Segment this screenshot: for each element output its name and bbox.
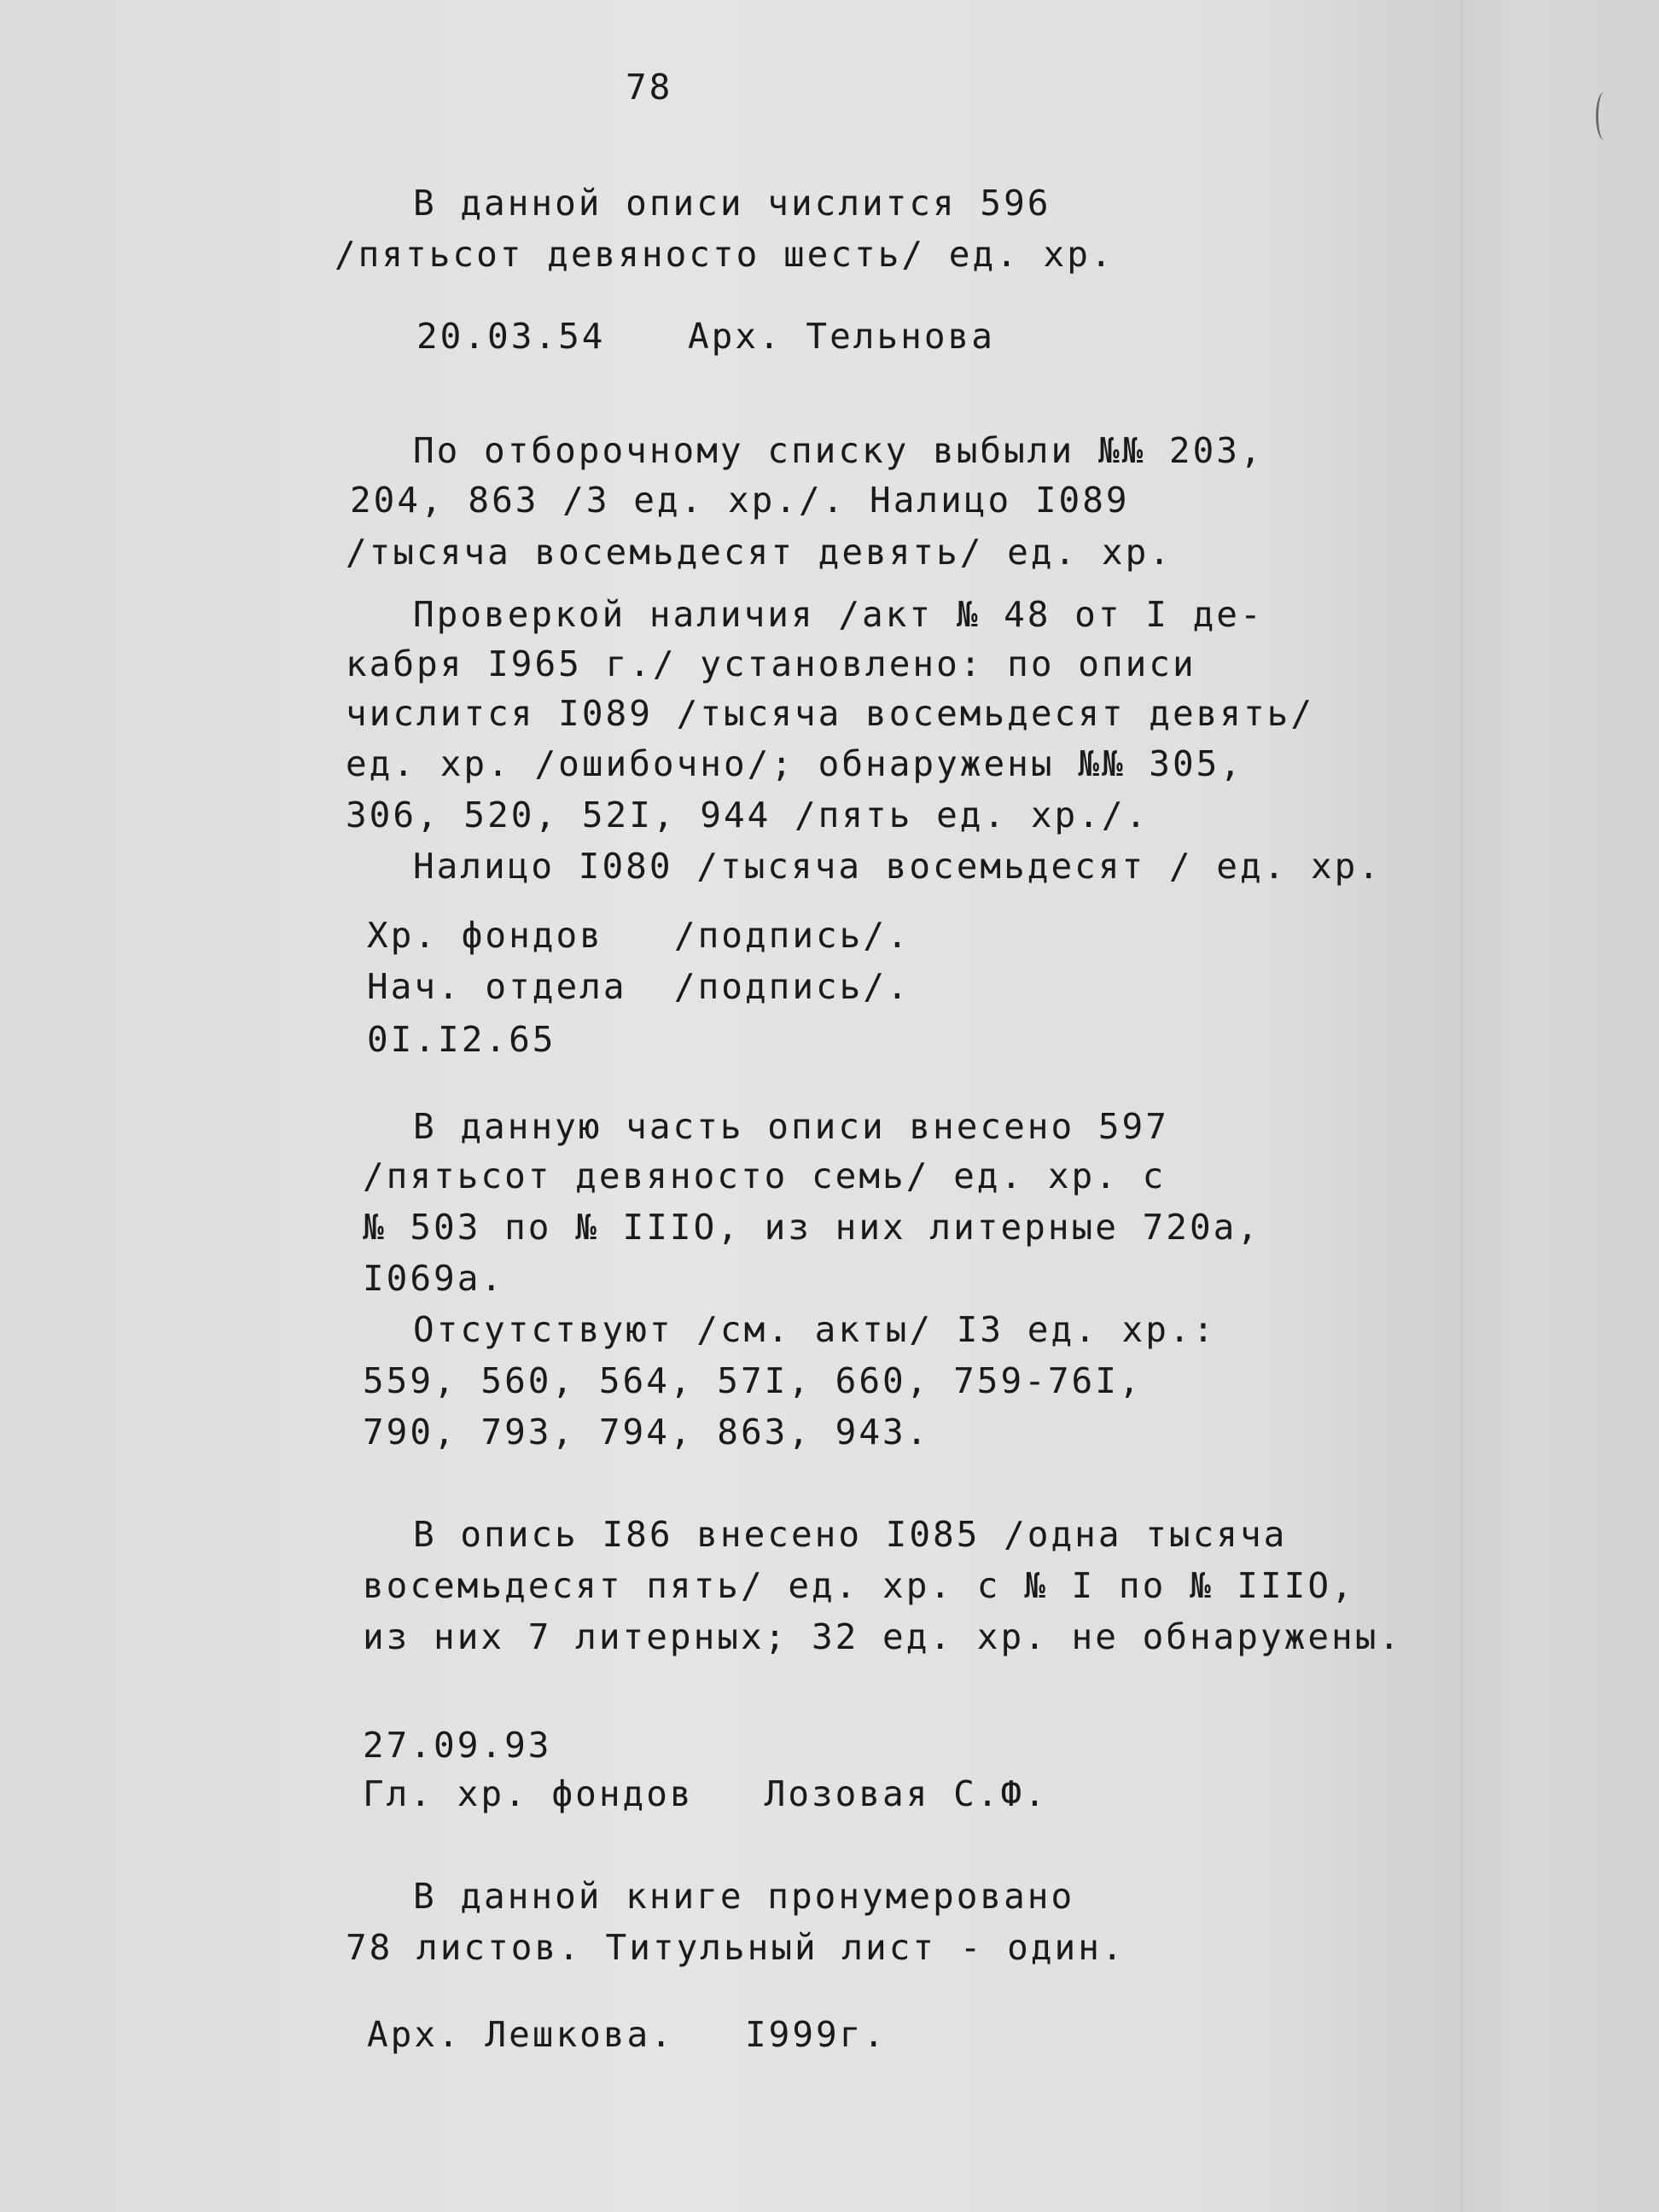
page-number: 78 xyxy=(626,67,673,108)
signature-line: Нач. отдела /подпись/. xyxy=(367,966,911,1007)
verification-line: 306, 520, 52I, 944 /пять ед. хр./. xyxy=(346,795,1150,835)
addition-line: 790, 793, 794, 863, 943. xyxy=(363,1412,930,1452)
verification-line: кабря I965 г./ установлено: по описи xyxy=(346,643,1196,684)
signoff-line: Арх. Лешкова. I999г. xyxy=(367,2014,888,2055)
verification-line: Налицо I080 /тысяча восемьдесят / ед. хр. xyxy=(413,846,1382,887)
verification-line: ед. хр. /ошибочно/; обнаружены №№ 305, xyxy=(346,743,1243,784)
removal-line: /тысяча восемьдесят девять/ ед. хр. xyxy=(346,532,1173,573)
inventory-186-line: из них 7 литерных; 32 ед. хр. не обнаружены. xyxy=(363,1616,1403,1657)
inventory-186-line: В опись I86 внесено I085 /одна тысяча xyxy=(413,1514,1288,1555)
addition-line: I069а. xyxy=(363,1258,505,1299)
signoff-date: 27.09.93 xyxy=(363,1725,552,1766)
addition-line: Отсутствуют /см. акты/ I3 ед. хр.: xyxy=(413,1309,1217,1350)
removal-line: 204, 863 /3 ед. хр./. Налицо I089 xyxy=(350,480,1130,521)
inventory-count-line: /пятьсот девяносто шесть/ ед. хр. xyxy=(335,234,1115,275)
verification-line: Проверкой наличия /акт № 48 от I де- xyxy=(413,594,1264,635)
signoff-date: 20.03.54 xyxy=(416,316,606,357)
margin-mark xyxy=(1596,92,1612,140)
signature-date: 0I.I2.65 xyxy=(367,1019,556,1060)
signoff-line: Гл. хр. фондов Лозовая С.Ф. xyxy=(363,1773,1048,1814)
signature-line: Хр. фондов /подпись/. xyxy=(367,915,911,956)
signoff-archivist: Арх. Тельнова xyxy=(688,316,995,357)
numbering-line: В данной книге пронумеровано xyxy=(413,1876,1075,1917)
verification-line: числится I089 /тысяча восемьдесят девять/ xyxy=(346,693,1315,734)
addition-line: № 503 по № IIIO, из них литерные 720а, xyxy=(363,1207,1260,1248)
numbering-line: 78 листов. Титульный лист - один. xyxy=(346,1927,1126,1968)
addition-line: В данную часть описи внесено 597 xyxy=(413,1106,1169,1147)
removal-line: По отборочному списку выбыли №№ 203, xyxy=(413,430,1264,471)
inventory-186-line: восемьдесят пять/ ед. хр. с № I по № IIIO, xyxy=(363,1565,1355,1606)
adjacent-page-edge xyxy=(1461,0,1659,2212)
inventory-count-line: В данной описи числится 596 xyxy=(413,183,1051,224)
addition-line: 559, 560, 564, 57I, 660, 759-76I, xyxy=(363,1360,1143,1401)
addition-line: /пятьсот девяносто семь/ ед. хр. с xyxy=(363,1155,1167,1196)
